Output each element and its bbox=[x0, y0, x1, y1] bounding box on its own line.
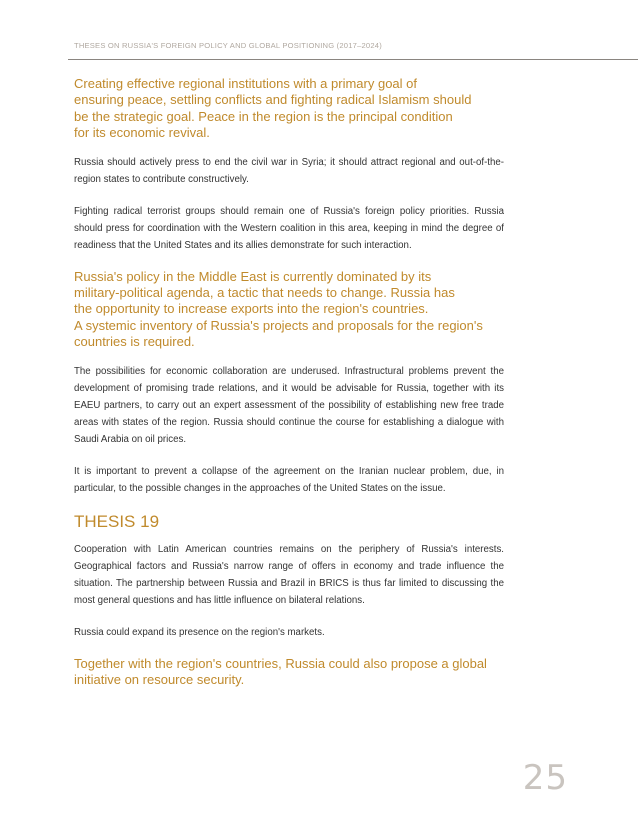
header-rule bbox=[68, 59, 638, 60]
lead-1-line-1: Creating effective regional institutions with a primary goal of bbox=[74, 76, 417, 91]
page-number: 25 bbox=[522, 758, 568, 798]
lead-1-line-3: be the strategic goal. Peace in the region is the principal condition bbox=[74, 108, 453, 124]
lead-paragraph-3 bbox=[74, 656, 504, 689]
body-paragraph-economic: The possibilities for economic collaboration are underused. Infrastructural problems prevent the development of promising trade relations, and it would be advisable for Russia, together with its EAEU partners, to carry out an expert assessment of the possibility of establishing new free trade areas with states of the region. Russia should continue the course for establishing a dialogue with Saudi Arabia on oil prices. bbox=[74, 365, 504, 445]
lead-3-line-1: Together with the region's countries, Russia could also propose a global bbox=[74, 655, 487, 671]
thesis-heading: THESIS 19 bbox=[74, 511, 160, 531]
lead-2-line-2: military-political agenda, a tactic that needs to change. Russia has bbox=[74, 285, 455, 301]
body-paragraph-markets: Russia could expand its presence on the region's markets. bbox=[74, 626, 325, 638]
lead-1-line-4: for its economic revival. bbox=[74, 125, 210, 141]
running-header: THESES ON RUSSIA'S FOREIGN POLICY AND GLOBAL POSITIONING (2017–2024) bbox=[74, 41, 382, 50]
lead-1-line-2: ensuring peace, settling conflicts and fighting radical Islamism should bbox=[74, 92, 472, 108]
body-paragraph-terrorism: Fighting radical terrorist groups should remain one of Russia's foreign policy priorities. Russia should press for coordination with the Western coalition in this area, keeping in mind the degree of readiness that the United States and its allies demonstrate for such interaction. bbox=[74, 205, 504, 251]
lead-paragraph-2 bbox=[74, 269, 504, 351]
lead-2-line-1: Russia's policy in the Middle East is currently dominated by its bbox=[74, 268, 432, 284]
page-content bbox=[74, 76, 504, 700]
lead-3-line-2: initiative on resource security. bbox=[74, 672, 245, 688]
lead-2-line-5: countries is required. bbox=[74, 334, 195, 350]
lead-2-line-3: the opportunity to increase exports into the region's countries. bbox=[74, 301, 429, 317]
body-paragraph-iran: It is important to prevent a collapse of the agreement on the Iranian nuclear problem, due, in particular, to the possible changes in the approaches of the United States on the issue. bbox=[74, 465, 504, 494]
lead-paragraph-1 bbox=[74, 76, 504, 142]
lead-2-line-4: A systemic inventory of Russia's projects and proposals for the region's bbox=[74, 317, 483, 333]
body-paragraph-latin-america: Cooperation with Latin American countries remains on the periphery of Russia's interests. Geographical factors and Russia's narrow range of offers in economy and trade influence the situation. The partnership between Russia and Brazil in BRICS is thus far limited to discussing the most general questions and has little influence on bilateral relations. bbox=[74, 543, 504, 606]
body-paragraph-syria: Russia should actively press to end the civil war in Syria; it should attract regional and out-of-the-region states to contribute constructively. bbox=[74, 156, 504, 185]
